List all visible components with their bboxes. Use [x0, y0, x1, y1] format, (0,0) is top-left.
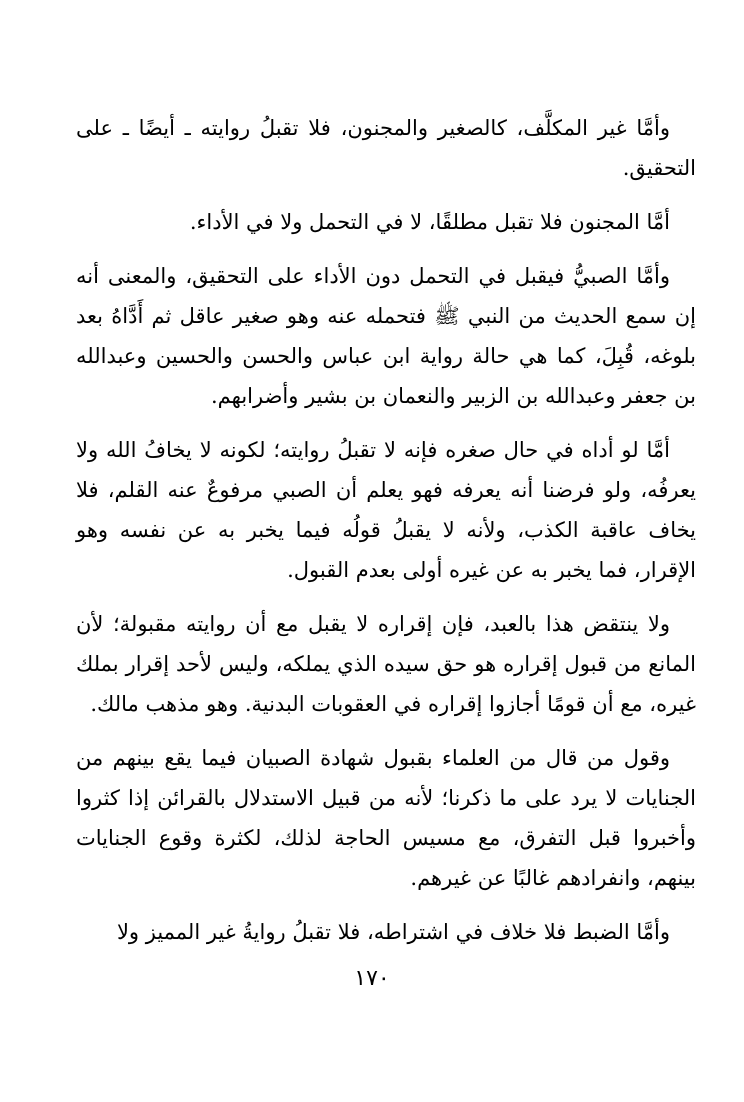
page-body: [76, 108, 696, 966]
paragraph-abd: ولا ينتقض هذا بالعبد، فإن إقراره لا يقبل مع أن روايته مقبولة؛ لأن المانع من قبول إقراره هو حق سيده الذي يملكه، وليس لأحد إقرار بملك غيره، مع أن قومًا أجازوا إقراره في العقوبات البدنية. وهو مذهب مالك.: [76, 612, 696, 716]
paragraph-majnun: أمَّا المجنون فلا تقبل مطلقًا، لا في التحمل ولا في الأداء.: [189, 210, 670, 234]
paragraph-non-mukallaf: وأمَّا غير المكلَّف، كالصغير والمجنون، فلا تقبلُ روايته ـ أيضًا ـ على التحقيق.: [76, 116, 696, 180]
paragraph-ada-sighar: أمَّا لو أداه في حال صغره فإنه لا تقبلُ روايته؛ لكونه لا يخافُ الله ولا يعرفُه، ولو فرضنا أنه يعرفه فهو يعلم أن الصبي مرفوعٌ عنه القلم، فلا يخاف عاقبة الكذب، ولأنه لا يقبلُ قولُه فيما يخبر به عن نفسه وهو الإقرار، فما يخبر به عن غيره أولى بعدم القبول.: [76, 438, 696, 582]
page-number: ١٧٠: [354, 966, 390, 991]
paragraph-sabi: وأمَّا الصبيُّ فيقبل في التحمل دون الأداء على التحقيق، والمعنى أنه إن سمع الحديث من النبي ﷺ فتحمله عنه وهو صغير عاقل ثم أَدَّاهُ بعد بلوغه، قُبِلَ، كما هي حالة رواية ابن عباس والحسن والحسين وعبدالله بن جعفر وعبدالله بن الزبير والنعمان بن بشير وأضرابهم.: [76, 264, 696, 408]
paragraph-shahadat-sibyan: وقول من قال من العلماء بقبول شهادة الصبيان فيما يقع بينهم من الجنايات لا يرد على ما ذكرنا؛ لأنه من قبيل الاستدلال بالقرائن إذا كثروا وأخبروا قبل التفرق، مع مسيس الحاجة لذلك، لكثرة وقوع الجنايات بينهم، وانفرادهم غالبًا عن غيرهم.: [76, 746, 696, 890]
paragraph-dabt: وأمَّا الضبط فلا خلاف في اشتراطه، فلا تقبلُ روايةُ غير المميز ولا: [116, 920, 670, 944]
